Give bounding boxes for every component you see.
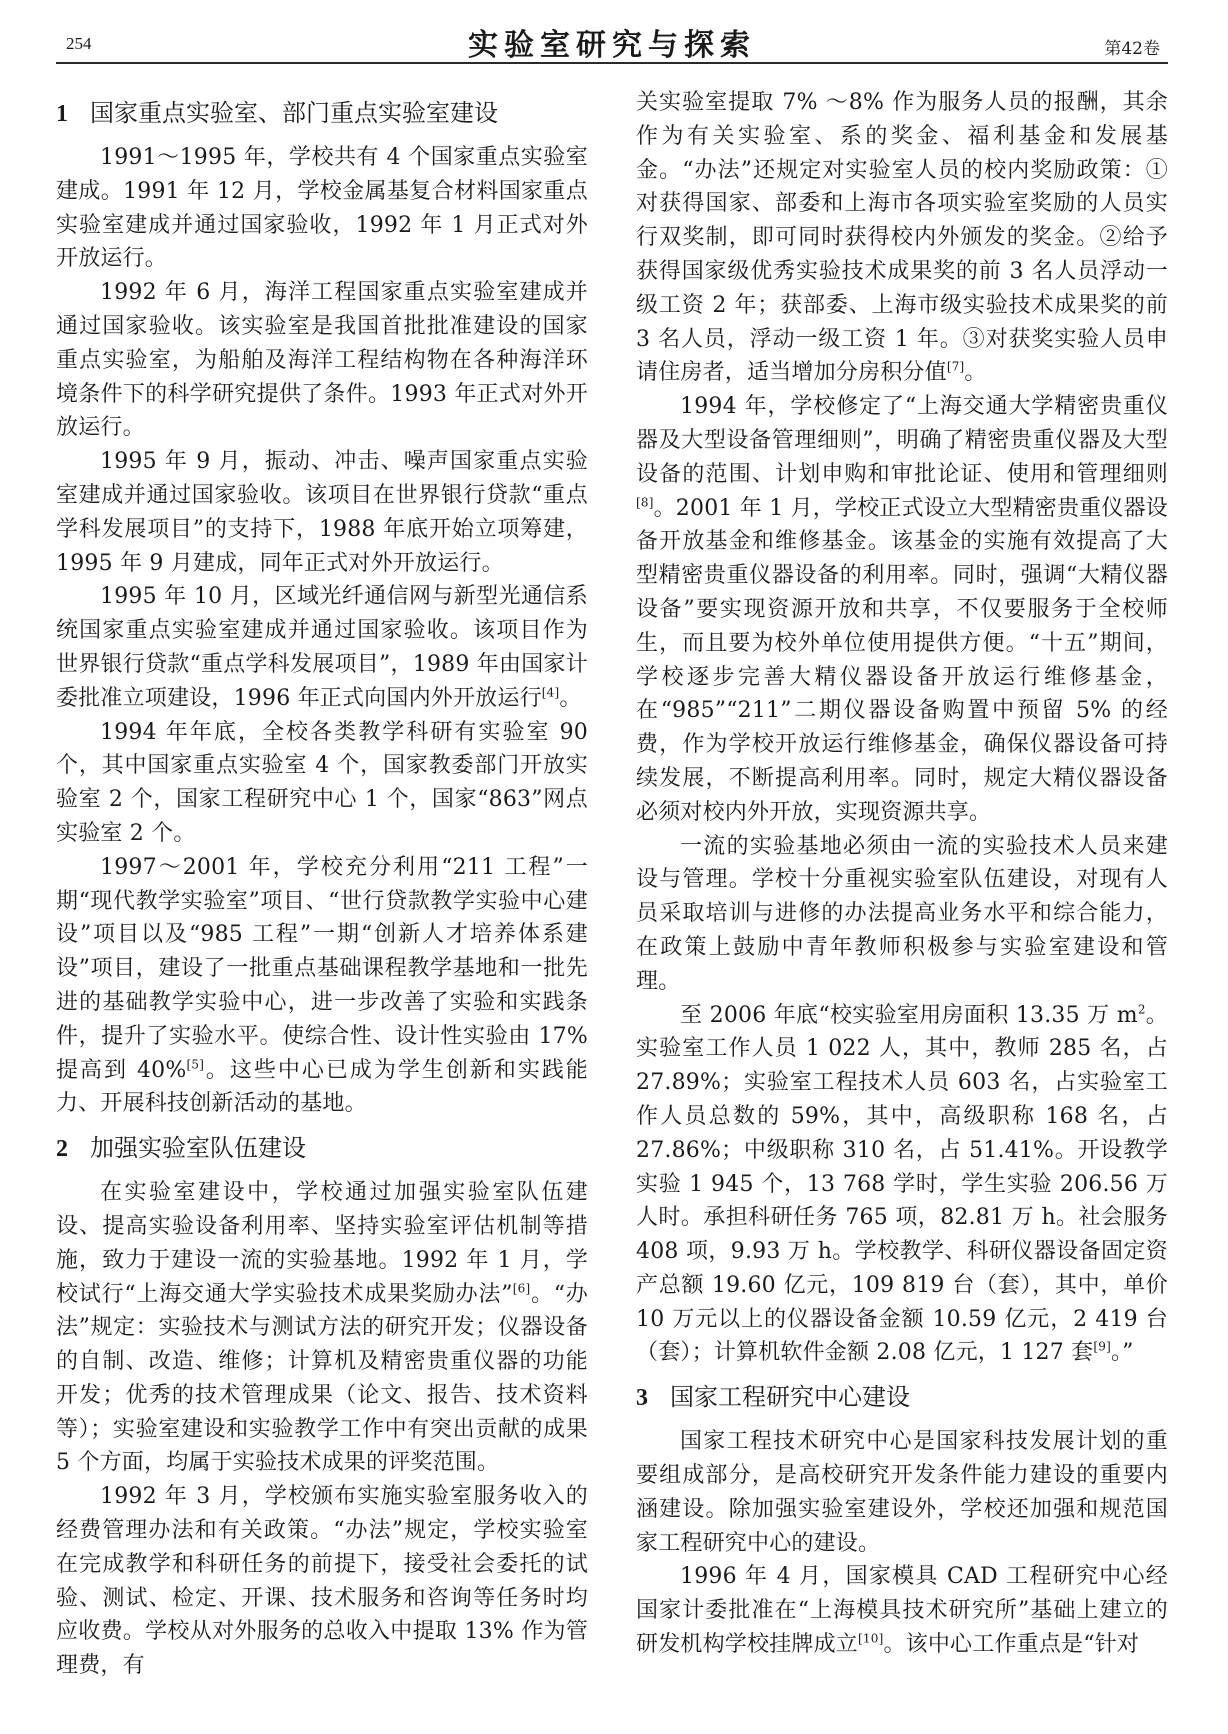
paragraph-text: 。2001 年 1 月，学校正式设立大型精密贵重仪器设备开放基金和维修基金。该基金的实施有效提高了大型精密贵重仪器设备的利用率。同时，强调“大精仪器设备”要实现资源开放和共享，不仅要服务于全校师生，而且要为校外单位使用提供方便。“十五”期间，学校逐步完善大精仪器设备开放运行维修基金，在“985”“211”二期仪器设备购置中预留 5% 的经费，作为学校开放运行维修基金，确保仪器设备可持续发展，不断提高利用率。同时，规定大精仪器设备必须对校内外开放，实现资源共享。 bbox=[636, 495, 1168, 825]
left-column bbox=[56, 86, 588, 1721]
paragraph-text: 1994 年，学校修定了“上海交通大学精密贵重仪器及大型设备管理细则”，明确了精密贵重仪器及大型设备的范围、计划申购和审批论证、使用和管理细则 bbox=[636, 394, 1168, 487]
section-number: 2 bbox=[56, 1136, 68, 1163]
paragraph: 1992 年 3 月，学校颁布实施实验室服务收入的经费管理办法和有关政策。“办法”规定，学校实验室在完成教学和科研任务的前提下，接受社会委托的试验、测试、检定、开课、技术服务和咨询等任务时均应收费。学校从对外服务的总收入中提取 13% 作为管理费，有 bbox=[56, 1484, 588, 1679]
paragraph-text: 在实验室建设中，学校通过加强实验室队伍建设、提高实验设备利用率、坚持实验室评估机制等措施，致力于建设一流的实验基地。1992 年 1 月，学校试行“上海交通大学实验技术成果奖励办法” bbox=[56, 1180, 588, 1307]
right-column bbox=[636, 86, 1168, 1721]
paragraph-text: 。 bbox=[559, 685, 582, 711]
citation: [6] bbox=[512, 1281, 531, 1296]
paragraph: 1995 年 9 月，振动、冲击、噪声国家重点实验室建成并通过国家验收。该项目在世界银行贷款“重点学科发展项目”的支持下，1988 年底开始立项筹建，1995 年 9 月建成，同年正式对外开放运行。 bbox=[56, 449, 588, 576]
citation: [4] bbox=[541, 685, 560, 700]
section-heading bbox=[56, 94, 588, 133]
paragraph-text: 。这些中心已成为学生创新和实践能力、开展科技创新活动的基地。 bbox=[56, 1057, 588, 1117]
page-header bbox=[56, 20, 1168, 64]
paragraph bbox=[636, 390, 1168, 829]
paragraph-text: 。“办法”规定：实验技术与测试方法的研究开发；仪器设备的自制、改造、维修；计算机及精密贵重仪器的功能开发；优秀的技术管理成果（论文、报告、技术资料等）；实验室建设和实验教学工作中有突出贡献的成果 5 个方面，均属于实验技术成果的评奖范围。 bbox=[56, 1281, 588, 1476]
citation: [7] bbox=[946, 360, 965, 375]
paragraph bbox=[636, 1560, 1168, 1661]
paragraph-text: 。实验室工作人员 1 022 人，其中，教师 285 名，占 27.89%；实验室工程技术人员 603 名，占实验室工作人员总数的 59%，其中，高级职称 168 名，占 27.86%；中级职称 310 名，占 51.41%。开设教学实验 1 945 个，13 768 学时，学生实验 206.56 万人时。承担科研任务 765 项，82.81 万 h。社会服务 408 项，9.93 万 h。学校教学、科研仪器设备固定资产总额 19.60 亿元，109 819 台（套），其中，单价 10 万元以上的仪器设备金额 10.59 亿元，2 419 台（套）；计算机软件金额 2.08 亿元，1 127 套 bbox=[636, 1002, 1168, 1366]
paragraph: 一流的实验基地必须由一流的实验技术人员来建设与管理。学校十分重视实验室队伍建设，对现有人员采取培训与进修的办法提高业务水平和综合能力，在政策上鼓励中青年教师积极参与实验室建设和管理。 bbox=[636, 833, 1168, 994]
paragraph-text: 1995 年 10 月，区域光纤通信网与新型光通信系统国家重点实验室建成并通过国家验收。该项目作为世界银行贷款“重点学科发展项目”，1989 年由国家计委批准立项建设，1996 年正式向国内外开放运行 bbox=[56, 584, 588, 711]
section-title: 国家重点实验室、部门重点实验室建设 bbox=[90, 99, 498, 127]
paragraph-text: 关实验室提取 7% ～8% 作为服务人员的报酬，其余作为有关实验室、系的奖金、福利基金和发展基金。“办法”还规定对实验室人员的校内奖励政策：①对获得国家、部委和上海市各项实验室奖励的人员实行双奖制，即可同时获得校内外颁发的奖金。②给予获得国家级优秀实验技术成果奖的前 3 名人员浮动一级工资 2 年；获部委、上海市级实验技术成果奖的前 3 名人员，浮动一级工资 1 年。③对获奖实验人员申请住房者，适当增加分房积分值 bbox=[636, 90, 1168, 386]
citation: [9] bbox=[1093, 1340, 1111, 1355]
paragraph: 1992 年 6 月，海洋工程国家重点实验室建成并通过国家验收。该实验室是我国首批批准建设的国家重点实验室，为船舶及海洋工程结构物在各种海洋环境条件下的科学研究提供了条件。1993 年正式对外开放运行。 bbox=[56, 280, 588, 441]
paragraph bbox=[56, 1176, 588, 1480]
volume-label: 第42卷 bbox=[1104, 39, 1160, 59]
section-title: 加强实验室队伍建设 bbox=[90, 1134, 306, 1163]
section-title: 国家工程研究中心建设 bbox=[670, 1383, 910, 1412]
paragraph: 1991～1995 年，学校共有 4 个国家重点实验室建成。1991 年 12 月，学校金属基复合材料国家重点实验室建成并通过国家验收，1992 年 1 月正式对外开放运行。 bbox=[56, 145, 588, 272]
journal-title: 实验室研究与探索 bbox=[468, 28, 756, 63]
section-number: 3 bbox=[636, 1385, 648, 1412]
section-number: 1 bbox=[56, 101, 68, 127]
paragraph-text: 1997～2001 年，学校充分利用“211 工程”一期“现代教学实验室”项目、“世行贷款教学实验中心建设”项目以及“985 工程”一期“创新人才培养体系建设”项目，建设了一批重点基础课程教学基地和一批先进的基础教学实验中心，进一步改善了实验和实践条件，提升了实验水平。使综合性、设计性实验由 17% 提高到 40% bbox=[56, 854, 588, 1083]
paragraph bbox=[56, 580, 588, 715]
paragraph: 1994 年年底，全校各类教学科研有实验室 90 个，其中国家重点实验室 4 个，国家教委部门开放实验室 2 个，国家工程研究中心 1 个，国家“863”网点实验室 2 个。 bbox=[56, 719, 588, 846]
citation: [8] bbox=[636, 495, 654, 510]
paragraph-text: 至 2006 年底“校实验室用房面积 13.35 万 m bbox=[680, 1002, 1138, 1028]
paragraph bbox=[636, 86, 1168, 390]
section-heading bbox=[636, 1378, 1168, 1417]
paragraph bbox=[636, 999, 1168, 1371]
citation: [10] bbox=[858, 1631, 884, 1646]
superscript: 2 bbox=[1137, 1002, 1146, 1017]
paragraph: 国家工程技术研究中心是国家科技发展计划的重要组成部分，是高校研究开发条件能力建设的重要内涵建设。除加强实验室建设外，学校还加强和规范国家工程研究中心的建设。 bbox=[636, 1429, 1168, 1556]
paragraph-text: 。 bbox=[964, 360, 987, 386]
paragraph-text: 。” bbox=[1110, 1340, 1134, 1366]
page-number: 254 bbox=[66, 34, 92, 53]
section-heading bbox=[56, 1129, 588, 1168]
paragraph-text: 。该中心工作重点是“针对 bbox=[883, 1632, 1140, 1658]
citation: [5] bbox=[186, 1057, 205, 1072]
paragraph-text: 1996 年 4 月，国家模具 CAD 工程研究中心经国家计委批准在“上海模具技术研究所”基础上建立的研发机构学校挂牌成立 bbox=[636, 1564, 1168, 1658]
paragraph bbox=[56, 851, 588, 1121]
